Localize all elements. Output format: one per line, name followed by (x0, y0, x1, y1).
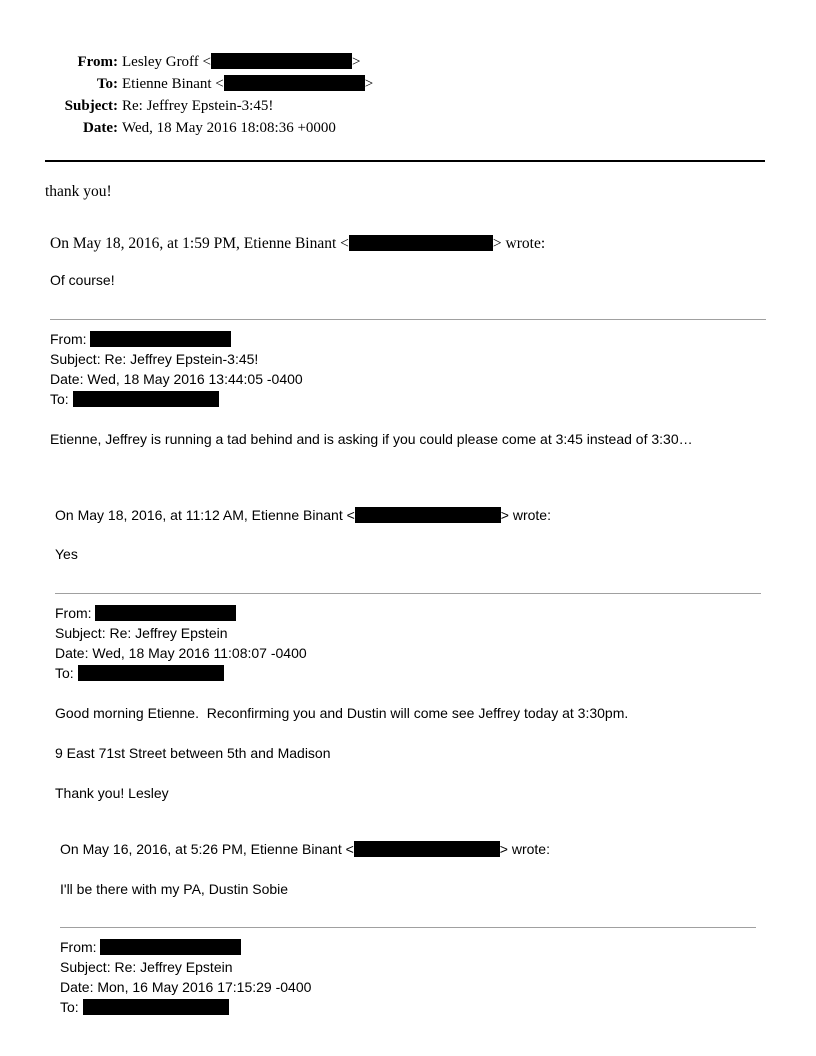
msg-to-row (50, 390, 219, 408)
subject-label: Subject: (64, 98, 118, 114)
quote-divider (55, 593, 761, 594)
quote-attribution (55, 506, 551, 524)
msg-date: Date: Wed, 18 May 2016 11:08:07 -0400 (55, 645, 307, 661)
from-label: From: (50, 331, 87, 347)
redaction-block (100, 939, 241, 955)
attribution-wrote: > wrote: (492, 235, 546, 252)
quote-attribution (50, 235, 545, 253)
msg-subject: Subject: Re: Jeffrey Epstein-3:45! (50, 351, 259, 367)
header-date-row (0, 119, 336, 137)
quote-body: Yes (55, 546, 78, 562)
redaction-block (78, 665, 224, 681)
msg-body-line: 9 East 71st Street between 5th and Madison (55, 745, 331, 761)
redaction-block (355, 507, 501, 523)
msg-date: Date: Mon, 16 May 2016 17:15:29 -0400 (60, 979, 312, 995)
attribution-wrote: > wrote: (499, 841, 550, 857)
redaction-block (354, 841, 500, 857)
header-to-row (0, 75, 373, 93)
from-label: From: (60, 939, 97, 955)
to-label: To: (96, 76, 118, 92)
msg-from-row (55, 604, 236, 622)
date-value: Wed, 18 May 2016 18:08:36 +0000 (122, 120, 336, 136)
redaction-block (83, 999, 229, 1015)
attribution-text: On May 18, 2016, at 1:59 PM, Etienne Binant < (50, 235, 349, 252)
header-divider (45, 160, 765, 162)
msg-body-line: Thank you! Lesley (55, 785, 169, 801)
to-label: To: (60, 999, 79, 1015)
date-label: Date: (83, 120, 118, 136)
quote-divider (60, 927, 756, 928)
attribution-text: On May 16, 2016, at 5:26 PM, Etienne Binant < (60, 841, 354, 857)
redaction-block (224, 75, 365, 91)
from-label: From: (55, 605, 92, 621)
to-name: Etienne Binant < (122, 76, 224, 92)
redaction-block (95, 605, 236, 621)
redaction-block (90, 331, 231, 347)
msg-to-row (60, 998, 229, 1016)
subject-value: Re: Jeffrey Epstein-3:45! (122, 98, 274, 114)
to-label: To: (55, 665, 74, 681)
to-close: > (364, 76, 374, 92)
msg-from-row (50, 330, 231, 348)
redaction-block (349, 235, 493, 251)
redaction-block (73, 391, 219, 407)
redaction-block (211, 53, 352, 69)
from-name: Lesley Groff < (122, 54, 211, 70)
msg-body-line: Good morning Etienne. Reconfirming you and Dustin will come see Jeffrey today at 3:30pm. (55, 705, 629, 721)
from-close: > (352, 54, 361, 70)
msg-subject: Subject: Re: Jeffrey Epstein (55, 625, 228, 641)
to-label: To: (50, 391, 69, 407)
from-label: From: (77, 54, 118, 70)
msg-subject: Subject: Re: Jeffrey Epstein (60, 959, 233, 975)
header-subject-row (0, 97, 273, 115)
quote-body: Of course! (50, 272, 115, 288)
header-from-row (0, 53, 360, 71)
attribution-wrote: > wrote: (500, 507, 551, 523)
attribution-text: On May 18, 2016, at 11:12 AM, Etienne Binant < (55, 507, 355, 523)
quote-attribution (60, 840, 550, 858)
msg-to-row (55, 664, 224, 682)
reply-body: thank you! (45, 183, 112, 200)
msg-date: Date: Wed, 18 May 2016 13:44:05 -0400 (50, 371, 303, 387)
msg-body: Etienne, Jeffrey is running a tad behind and is asking if you could please come at 3:45 instead of 3:30… (50, 431, 693, 447)
msg-from-row (60, 938, 241, 956)
quote-body: I'll be there with my PA, Dustin Sobie (60, 881, 289, 897)
quote-divider (50, 319, 766, 320)
